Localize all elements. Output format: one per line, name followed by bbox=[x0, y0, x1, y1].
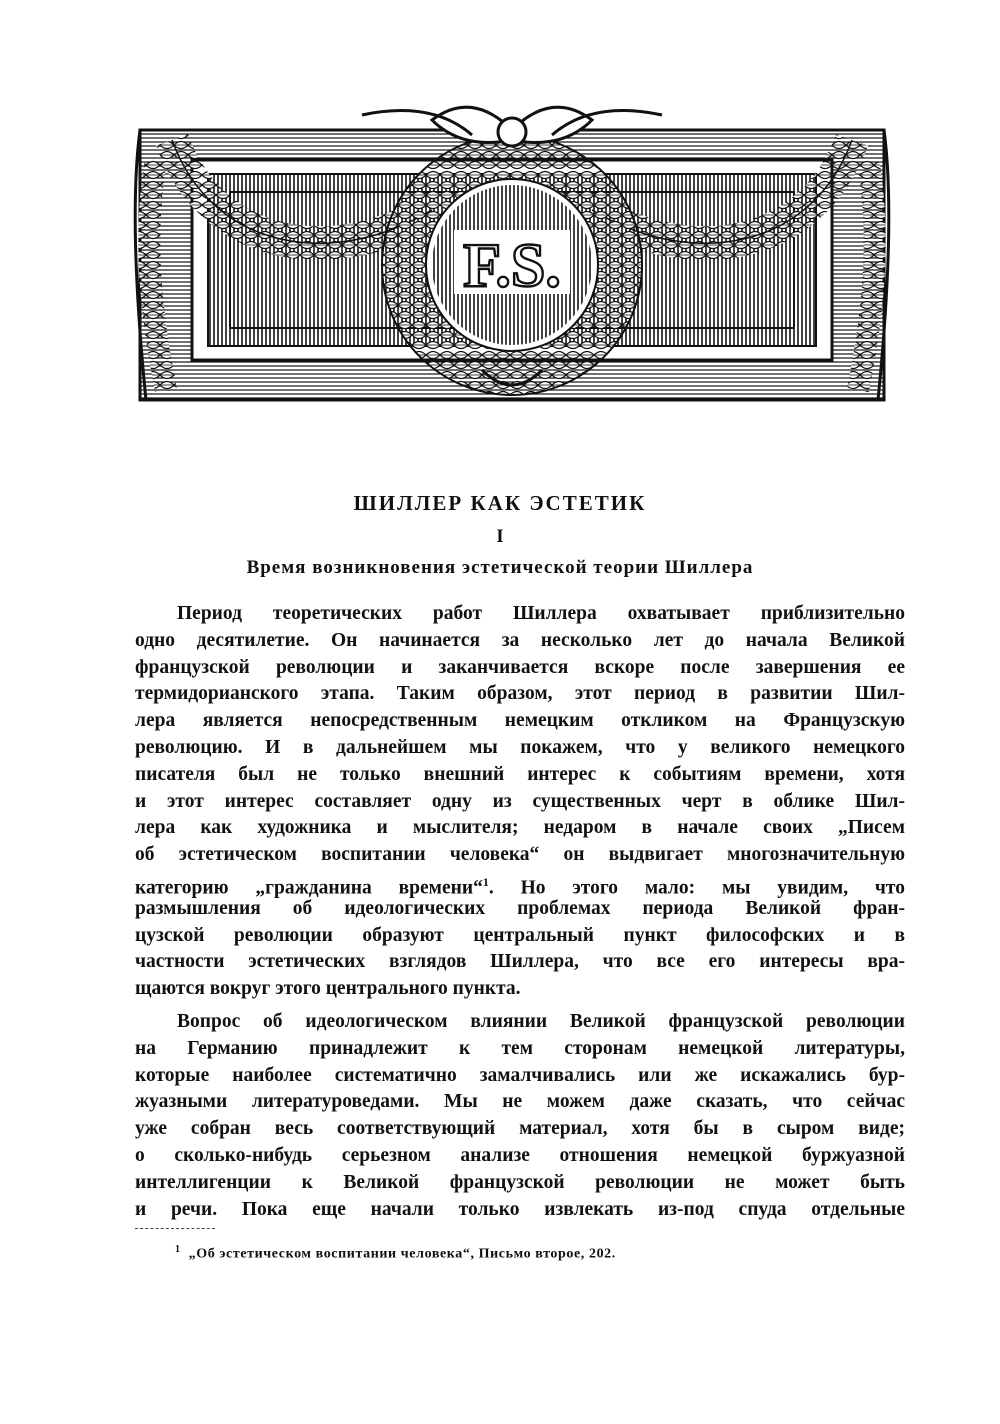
body-text bbox=[135, 601, 905, 1223]
footnote bbox=[175, 1244, 616, 1263]
schiller-monogram-ornament bbox=[132, 100, 892, 420]
chapter-title: ШИЛЛЕР КАК ЭСТЕТИК bbox=[353, 491, 647, 515]
text-line: щаются вокруг этого центрального пункта. bbox=[135, 978, 521, 1000]
text-line: одно десятилетие. Он начинается за несколько лет до начала Великой bbox=[135, 629, 905, 651]
text-line: французской революции и заканчивается вскоре после завершения ее bbox=[135, 656, 905, 678]
footnote-divider bbox=[135, 1228, 215, 1229]
text-line: уже собран весь соответствующий материал, хотя бы в сыром виде; bbox=[135, 1118, 905, 1140]
text-line: о сколько-нибудь серьезном анализе отношения немецкой буржуазной bbox=[135, 1144, 905, 1166]
text-line: Вопрос об идеологическом влиянии Великой французской революции bbox=[177, 1010, 905, 1032]
text-line: писателя был не только внешний интерес к событиям времени, хотя bbox=[135, 763, 905, 785]
text-line: которые наиболее систематично замалчивались или же искажались бур- bbox=[135, 1064, 905, 1086]
section-numeral: I bbox=[496, 526, 504, 547]
paragraph bbox=[135, 601, 905, 1003]
text-line: лера является непосредственным немецким откликом на Французскую bbox=[135, 710, 905, 732]
text-line: жуазными литературоведами. Мы не можем даже сказать, что сейчас bbox=[135, 1091, 905, 1113]
paragraph bbox=[135, 1009, 905, 1223]
text-line-with-footnote bbox=[135, 869, 906, 899]
footnote-text: „Об эстетическом воспитании человека“, Письмо второе, 202. bbox=[188, 1246, 616, 1262]
text-line: интеллигенции к Великой французской революции не может быть bbox=[135, 1171, 905, 1193]
text-fragment: . Но этого мало: мы увидим, что bbox=[488, 877, 906, 899]
text-line: размышления об идеологических проблемах периода Великой фран- bbox=[135, 897, 905, 919]
text-line: и речи. Пока еще начали только извлекать из-под спуда отдельные bbox=[135, 1198, 905, 1220]
text-line: об эстетическом воспитании человека“ он выдвигает многозначительную bbox=[135, 844, 905, 866]
text-fragment: категорию „гражданина времени“ bbox=[135, 877, 483, 899]
text-line: Период теоретических работ Шиллера охватывает приблизительно bbox=[177, 603, 905, 624]
text-line: на Германию принадлежит к тем сторонам немецкой литературы, bbox=[135, 1037, 905, 1059]
text-line: термидорианского этапа. Таким образом, этот период в развитии Шил- bbox=[135, 683, 905, 705]
text-line: частности эстетических взглядов Шиллера, что все его интересы вра- bbox=[135, 951, 905, 973]
text-line: цузской революции образуют центральный пункт философских и в bbox=[135, 924, 905, 946]
footnote-marker: 1 bbox=[175, 1244, 181, 1255]
footnote-reference[interactable]: 1 bbox=[482, 874, 489, 889]
text-line: лера как художника и мыслителя; недаром в начале своих „Писем bbox=[135, 817, 905, 839]
monogram-text: F.S. bbox=[463, 232, 561, 300]
text-line: и этот интерес составляет одну из существенных черт в облике Шил- bbox=[135, 790, 905, 812]
section-subtitle: Время возникновения эстетической теории Шиллера bbox=[246, 557, 754, 578]
text-line: революцию. И в дальнейшем мы покажем, что у великого немецкого bbox=[135, 736, 905, 758]
